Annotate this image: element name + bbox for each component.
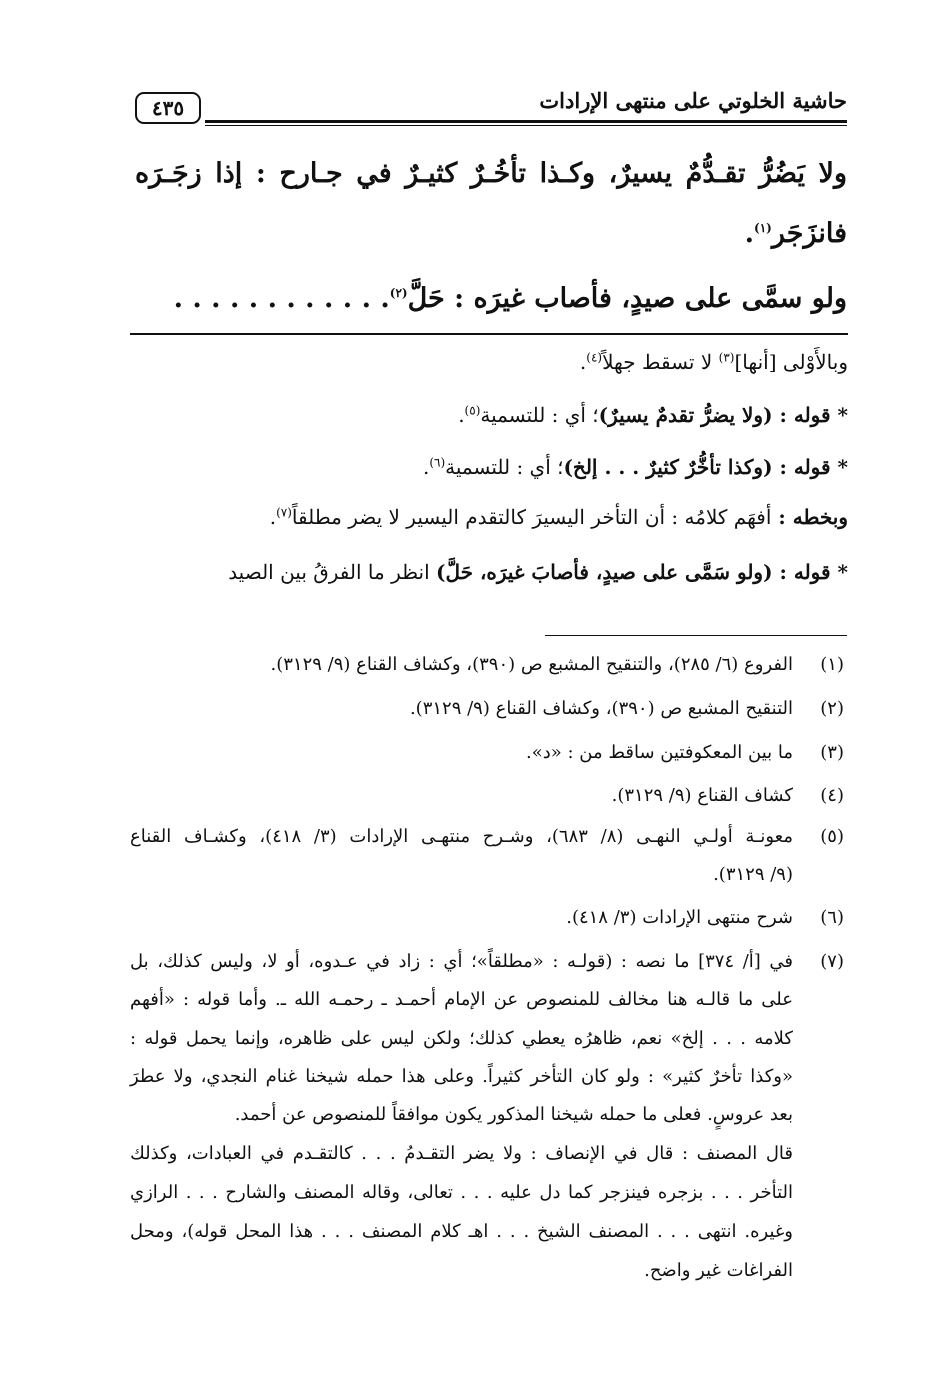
sharh-period: .	[458, 403, 465, 427]
sharh-period: .	[269, 505, 277, 529]
quoted-matn: (ولو سَمَّى على صيدٍ، فأصابَ غيرَه، حَلَّ)	[436, 560, 773, 584]
footnote-text: «وكذا تأخرٌ كثير» : ولو كان التأخر كثيراً. وعلى هذا حمله شيخنا غنام النجدي، ولا عطرَ	[130, 1066, 793, 1087]
sharh-line-1	[130, 350, 848, 374]
footnote-text: ما بين المعكوفتين ساقط من : «د».	[525, 742, 793, 763]
footnote-text: قال المصنف : قال في الإنصاف : ولا يضر التقـدمُ . . . كالتقـدم في العبادات، وكذلك	[130, 1143, 793, 1164]
qawluhu-marker: * قوله :	[772, 455, 848, 479]
footnote-ref: (٦)	[429, 455, 446, 470]
sharh-period: .	[422, 455, 430, 479]
matn-dots: . . . . . . . . . . . .	[173, 283, 390, 314]
footnote-number: (٥)	[820, 826, 844, 847]
sharh-text: ؛ أي : للتسمية	[445, 455, 564, 479]
footnote-text: وغيره. انتهى . . . المصنف الشيخ . . . اهـ كلام المصنف . . . هذا المحل قوله)، ومحل	[130, 1221, 793, 1242]
footnote-text: شرح منتهى الإرادات (٣/ ٤١٨).	[566, 907, 793, 928]
page-number: ٤٣٥	[135, 92, 201, 124]
footnote-text: بعد عروسٍ. فعلى ما حمله شيخنا المذكور يكون موافقاً للمنصوص عن أحمد.	[234, 1104, 793, 1125]
footnote-ref: (٤)	[586, 350, 603, 365]
footnote-text: الفروع (٦/ ٢٨٥)، والتنقيح المشبع ص (٣٩٠)، وكشاف القناع (٩/ ٣١٢٩).	[270, 654, 793, 675]
sharh-line-2	[458, 403, 848, 427]
matn-line-2	[135, 218, 847, 249]
quoted-matn: (ولا يضرُّ تقدمٌ يسيرٌ)	[598, 403, 773, 427]
footnote-text: الفراغات غير واضح.	[644, 1260, 793, 1281]
matn-period: .	[744, 218, 755, 249]
header-rule-thick	[205, 120, 847, 123]
matn-separator	[130, 333, 848, 335]
sharh-line-5	[130, 560, 848, 584]
footnote-ref: (٥)	[464, 403, 481, 418]
sharh-text: ؛ أي : للتسمية	[480, 403, 599, 427]
footnote-text: كلامه . . . إلخ» نعم، ظاهرُه يعطي كذلك؛ ولكن ليس على ظاهره، وإنما يحمل قوله :	[130, 1028, 793, 1049]
footnote-text: التنقيح المشبع ص (٣٩٠)، وكشاف القناع (٩/ ٣١٢٩).	[409, 698, 793, 719]
footnote-number: (٦)	[820, 907, 844, 928]
sharh-text: لا تسقط جهلاً	[602, 350, 719, 374]
sharh-text: انظر ما الفرقُ بين الصيد	[228, 560, 437, 584]
footnote-number: (٣)	[820, 742, 844, 763]
footnote-text: في [أ/ ٣٧٤] ما نصه : (قولـه : «مطلقاً»؛ أي : زاد في عـدوه، أو لا، وليس كذلك، بل	[130, 951, 793, 972]
footnote-separator	[545, 635, 847, 636]
footnote-ref: (٧)	[276, 505, 292, 520]
qawluhu-marker: * قوله :	[772, 560, 848, 584]
footnote-text: على ما قالـه هنا مخالف للمنصوص عن الإمام أحمـد ـ رحمـه الله ـ. وأما قوله : «أفهم	[130, 989, 793, 1010]
footnote-number: (١)	[820, 654, 844, 675]
page-header	[135, 82, 847, 132]
sharh-period: .	[579, 350, 587, 374]
running-title: حاشية الخلوتي على منتهى الإرادات	[539, 88, 847, 113]
footnote-number: (٧)	[820, 951, 844, 972]
matn-text: فانزَجَر	[771, 218, 847, 249]
matn-line-3	[135, 283, 847, 314]
footnote-number: (٢)	[820, 698, 844, 719]
sharh-text: أفهَم كلامُه : أن التأخر اليسيرَ كالتقدم اليسير لا يضر مطلقاً	[291, 505, 772, 529]
qawluhu-marker: * قوله :	[772, 403, 848, 427]
footnote-ref: (١)	[754, 221, 772, 235]
bikhattihi-marker: وبخطه :	[771, 505, 848, 529]
sharh-text: وبالأَوْلى [أنها]	[734, 350, 848, 374]
sharh-line-4	[130, 505, 848, 529]
footnote-text: التأخر . . . بزجره فينزجر كما دل عليه . . . تعالى، وقاله المصنف والشارح . . . الرازي	[130, 1182, 793, 1203]
matn-text: ولو سمَّى على صيدٍ، فأصاب غيرَه : حَلَّ	[407, 283, 847, 314]
footnote-text: (٩/ ٣١٢٩).	[713, 864, 793, 885]
footnote-number: (٤)	[820, 785, 844, 806]
footnote-ref: (٢)	[389, 286, 408, 300]
quoted-matn: (وكذا تأخُّرٌ كثيرٌ . . . إلخ)	[563, 455, 773, 479]
footnote-text: معونـة أولـي النهـى (٨/ ٦٨٣)، وشـرح منتهـى الإرادات (٣/ ٤١٨)، وكشـاف القناع	[130, 826, 793, 847]
sharh-line-3	[423, 455, 848, 479]
matn-line-1: ولا يَضُرُّ تقـدُّمٌ يسيرٌ، وكـذا تأخُـرٌ كثيـرٌ في جـارح : إذا زجَـرَه	[135, 158, 847, 189]
footnote-ref: (٣)	[718, 350, 735, 365]
header-rule-thin	[205, 125, 847, 126]
footnote-text: كشاف القناع (٩/ ٣١٢٩).	[611, 785, 793, 806]
